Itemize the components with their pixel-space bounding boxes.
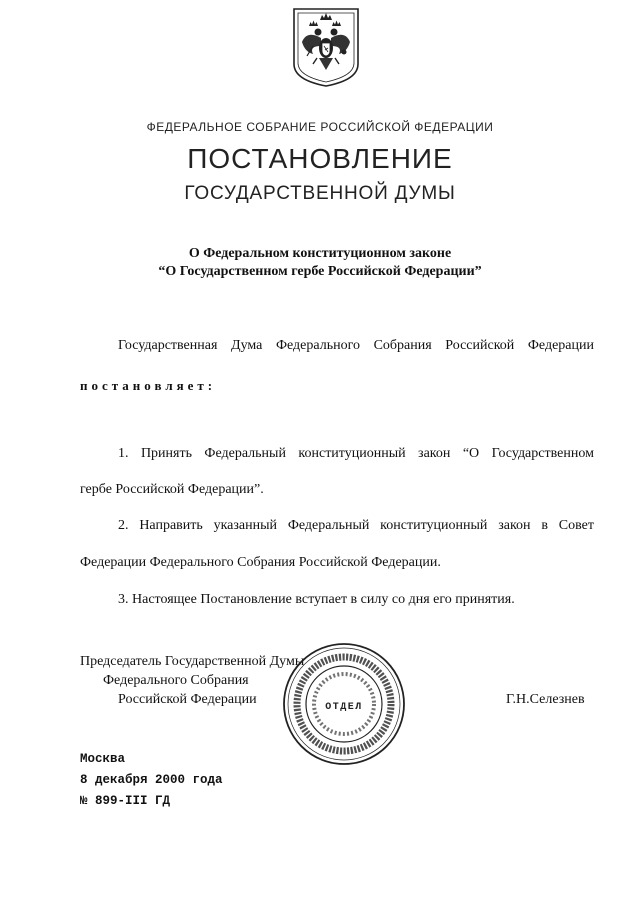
preamble-word: Собрания xyxy=(373,338,432,353)
preamble-line xyxy=(118,338,594,354)
subject-line-2: “О Государственном гербе Российской Федерации” xyxy=(158,264,482,279)
item-word: Федеральный xyxy=(287,518,370,533)
preamble-word: Федерации xyxy=(527,338,594,353)
preamble-word: Дума xyxy=(231,338,263,353)
item-word: закон xyxy=(418,446,451,461)
subject-line-1: О Федеральном конституционном законе xyxy=(188,246,452,261)
item-word: 2. xyxy=(118,518,129,533)
stamp-inner-text: ОТДЕЛ xyxy=(325,702,363,713)
item-word: 1. xyxy=(118,446,129,461)
official-stamp-seal xyxy=(280,640,408,768)
item-word: закон xyxy=(498,518,531,533)
coat-of-arms-emblem-icon xyxy=(291,6,361,88)
preamble-word: Федерального xyxy=(275,338,360,353)
item-word: Принять xyxy=(140,446,192,461)
item-word: в xyxy=(541,518,548,533)
item-1-line-2: гербе Российской Федерации”. xyxy=(80,482,264,497)
item-word: указанный xyxy=(213,518,278,533)
item-word: “О xyxy=(462,446,480,461)
item-word: Государственном xyxy=(491,446,594,461)
item-2-line-2: Федерации Федерального Собрания Российской Федерации. xyxy=(80,555,441,570)
date: 8 декабря 2000 года xyxy=(80,773,223,787)
city: Москва xyxy=(80,752,126,766)
signer-name: Г.Н.Селезнев xyxy=(506,692,585,707)
item-2-line-1 xyxy=(118,518,594,534)
item-word: Совет xyxy=(558,518,594,533)
resolves-word: постановляет: xyxy=(80,378,217,393)
item-3: 3. Настоящее Постановление вступает в силу со дня его принятия. xyxy=(118,592,515,607)
item-word: Направить xyxy=(139,518,203,533)
item-word: Федеральный xyxy=(204,446,286,461)
signer-title-line-2: Федерального Собрания xyxy=(103,673,249,688)
item-1-line-1 xyxy=(118,446,594,462)
signer-title-line-3: Российской Федерации xyxy=(118,692,257,707)
item-word: конституционный xyxy=(380,518,488,533)
organization-header: ФЕДЕРАЛЬНОЕ СОБРАНИЕ РОССИЙСКОЙ ФЕДЕРАЦИИ xyxy=(146,120,494,134)
document-number: № 899-III ГД xyxy=(80,794,171,808)
preamble-word: Государственная xyxy=(118,338,218,353)
document-type-title: ПОСТАНОВЛЕНИЕ xyxy=(187,143,453,174)
signer-title-line-1: Председатель Государственной Думы xyxy=(80,654,305,669)
item-word: конституционный xyxy=(298,446,406,461)
preamble-word: Российской xyxy=(445,338,515,353)
issuing-body-title: ГОСУДАРСТВЕННОЙ ДУМЫ xyxy=(184,183,456,204)
